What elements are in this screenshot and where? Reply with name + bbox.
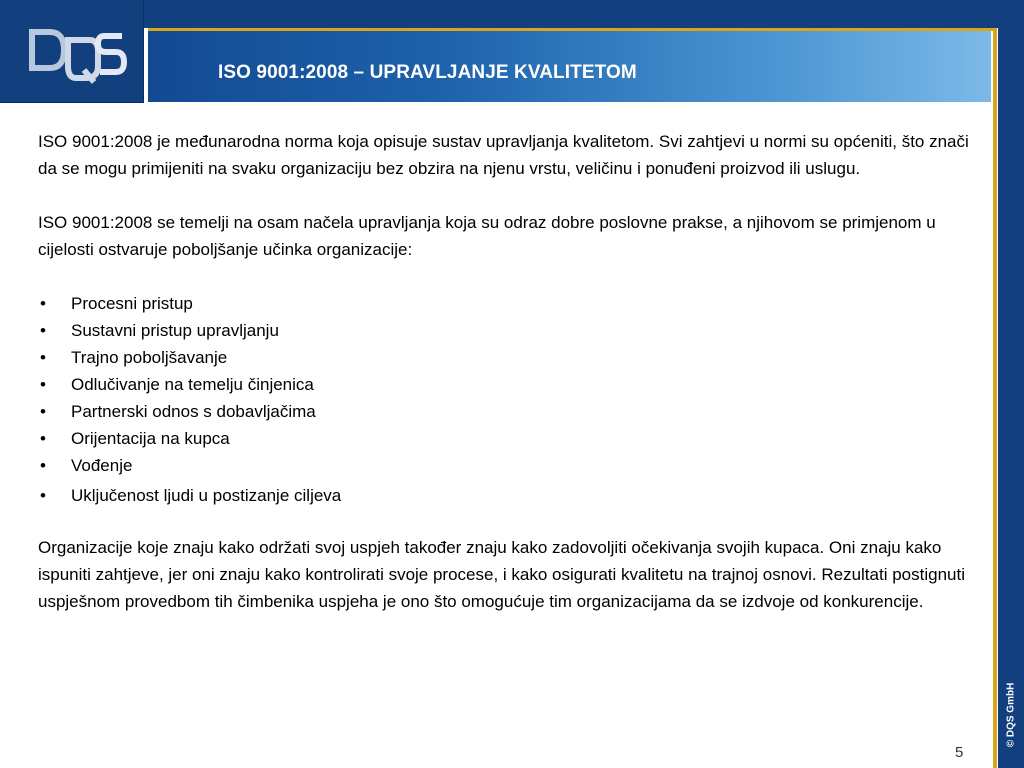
bullet-icon: • [40, 294, 46, 313]
top-frame [0, 0, 1024, 28]
gold-side-rail [993, 28, 997, 768]
principles-list [38, 290, 983, 509]
bullet-icon: • [40, 429, 46, 448]
bullet-icon: • [40, 321, 46, 340]
list-item: • Odlučivanje na temelju činjenica [38, 371, 983, 398]
bullet-icon: • [40, 402, 46, 421]
list-item: • Sustavni pristup upravljanju [38, 317, 983, 344]
page-number: 5 [955, 744, 964, 761]
principles-intro-paragraph: ISO 9001:2008 se temelji na osam načela upravljanja koja su odraz dobre poslovne prakse, a njihovom se primjenom u cijelosti ostvaruje poboljšanje učinka organizacije: [38, 213, 936, 259]
list-item: • Trajno poboljšavanje [38, 344, 983, 371]
slide-content [38, 128, 983, 615]
copyright-note [1000, 672, 1022, 758]
bullet-icon: • [40, 486, 46, 505]
title-banner [148, 28, 991, 102]
copyright-text: © DQS GmbH [1005, 682, 1017, 748]
logo-block [0, 0, 144, 103]
gold-top-rail [148, 28, 997, 31]
right-frame [998, 0, 1024, 768]
intro-paragraph: ISO 9001:2008 je međunarodna norma koja opisuje sustav upravljanja kvalitetom. Svi zahtjevi u normi su općeniti, što znači da se mogu primijeniti na svaku organizaciju bez obzira na njenu vrstu, veličinu i ponuđeni proizvod ili uslugu. [38, 132, 969, 178]
svg-text:DQS: DQS [28, 22, 31, 23]
list-item: • Procesni pristup [38, 290, 983, 317]
list-item: • Partnerski odnos s dobavljačima [38, 398, 983, 425]
list-item: • Uključenost ljudi u postizanje ciljeva [38, 482, 983, 509]
slide-title: ISO 9001:2008 – UPRAVLJANJE KVALITETOM [218, 62, 637, 83]
dqs-logo-icon [28, 22, 128, 94]
conclusion-paragraph: Organizacije koje znaju kako održati svoj uspjeh također znaju kako zadovoljiti očekivanja svojih kupaca. Oni znaju kako ispuniti zahtjeve, jer oni znaju kako kontrolirati svoje procese, i kako osigurati kvalitetu na trajnoj osnovi. Rezultati postignuti uspješnom provedbom tih čimbenika uspjeha je ono što omogućuje tim organizacijama da se izdvoje od konkurencije. [38, 538, 965, 611]
bullet-icon: • [40, 348, 46, 367]
bullet-icon: • [40, 375, 46, 394]
bullet-icon: • [40, 456, 46, 475]
list-item: • Orijentacija na kupca [38, 425, 983, 452]
list-item: • Vođenje [38, 452, 983, 479]
